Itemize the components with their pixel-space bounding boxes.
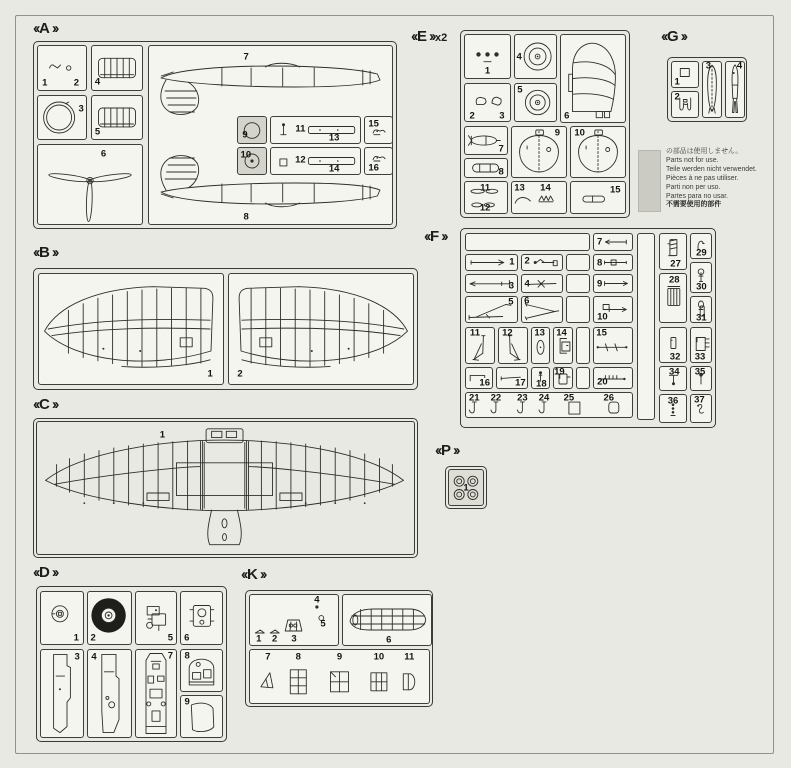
part-drawing-sqstrip bbox=[271, 148, 360, 174]
part-cell-F-13 bbox=[566, 296, 590, 323]
part-cell-E-5 bbox=[514, 83, 557, 122]
part-number-F-1: 1 bbox=[509, 256, 515, 268]
section-label-E bbox=[411, 28, 447, 47]
part-cell-E-4 bbox=[464, 83, 511, 122]
part-cell-F-7 bbox=[465, 274, 518, 293]
part-number-E-8: 8 bbox=[498, 166, 504, 178]
part-number-A-5: 5 bbox=[94, 126, 101, 138]
bracket-left: ‹‹ bbox=[33, 244, 38, 261]
part-cell-D-8 bbox=[180, 649, 223, 692]
part-number-K-8: 8 bbox=[295, 651, 301, 663]
part-number-A-3: 3 bbox=[78, 103, 84, 115]
section-letter: B bbox=[39, 244, 50, 261]
part-number-F-7: 7 bbox=[597, 236, 603, 248]
part-cell-F-1 bbox=[465, 233, 590, 251]
section-letter: C bbox=[39, 396, 50, 413]
bracket-left: ‹‹ bbox=[424, 228, 429, 245]
part-number-F-13: 13 bbox=[534, 327, 545, 339]
part-cell-F-10 bbox=[593, 274, 633, 293]
part-cell-F-15 bbox=[465, 327, 495, 364]
part-number-G-3: 3 bbox=[705, 60, 712, 72]
notice-line-fr: Pièces à ne pas utiliser. bbox=[666, 174, 739, 182]
section-multiplier: x2 bbox=[435, 32, 448, 44]
part-number-E-7: 7 bbox=[498, 143, 504, 155]
part-number-A-12: 12 bbox=[295, 154, 306, 166]
bracket-left: ‹‹ bbox=[33, 564, 38, 581]
part-cell-F-23 bbox=[531, 367, 550, 389]
part-number-D-8: 8 bbox=[184, 650, 190, 662]
part-number-F-34: 34 bbox=[669, 366, 680, 378]
part-number-A-1: 1 bbox=[42, 77, 48, 89]
part-drawing-prop3 bbox=[38, 145, 142, 224]
section-letter: E bbox=[417, 28, 428, 45]
part-number-A-13: 13 bbox=[328, 132, 340, 144]
section-label-B bbox=[33, 244, 57, 262]
section-letter: P bbox=[441, 442, 452, 459]
part-cell-E-8 bbox=[511, 126, 567, 178]
part-cell-F-2 bbox=[593, 233, 633, 251]
part-cell-D-7 bbox=[135, 649, 177, 738]
part-number-E-14: 14 bbox=[540, 182, 551, 194]
section-letter: D bbox=[39, 564, 50, 581]
part-cell-E-9 bbox=[570, 126, 626, 178]
part-cell-F-18 bbox=[553, 327, 573, 364]
part-number-A-15: 15 bbox=[368, 118, 379, 130]
part-number-A-10: 10 bbox=[240, 149, 252, 160]
part-cell-F-34 bbox=[690, 233, 712, 259]
part-cell-A-1 bbox=[37, 45, 87, 91]
part-cell-D-2 bbox=[87, 591, 132, 645]
part-number-B-1: 1 bbox=[207, 368, 213, 380]
part-number-A-8: 8 bbox=[243, 211, 249, 223]
part-cell-K-1 bbox=[249, 594, 339, 646]
part-number-F-26: 26 bbox=[603, 392, 615, 404]
part-number-F-6: 6 bbox=[524, 295, 530, 307]
part-cell-F-31 bbox=[659, 327, 687, 363]
part-cell-A-8 bbox=[270, 116, 361, 144]
section-label-P bbox=[435, 442, 458, 460]
part-cell-F-29 bbox=[659, 233, 687, 270]
part-number-E-6: 6 bbox=[564, 110, 570, 122]
part-number-A-7: 7 bbox=[243, 51, 249, 63]
part-cell-F-9 bbox=[566, 274, 590, 293]
section-label-G bbox=[661, 28, 686, 46]
part-number-K-11: 11 bbox=[404, 651, 415, 663]
part-drawing-finblock bbox=[561, 35, 625, 122]
part-number-F-14: 14 bbox=[556, 327, 567, 339]
part-cell-A-7 bbox=[237, 116, 267, 144]
part-cell-F-17 bbox=[531, 327, 550, 364]
part-number-F-15: 15 bbox=[596, 327, 607, 339]
part-number-E-5: 5 bbox=[517, 84, 523, 96]
part-number-E-3: 3 bbox=[499, 110, 505, 122]
bracket-left: ‹‹ bbox=[33, 396, 38, 413]
part-number-A-11: 11 bbox=[295, 123, 306, 135]
part-cell-C-1 bbox=[40, 425, 411, 553]
part-number-F-18: 18 bbox=[536, 378, 547, 390]
part-cell-G-4 bbox=[725, 61, 745, 118]
bracket-right: ›› bbox=[51, 20, 57, 37]
part-number-F-20: 20 bbox=[597, 376, 608, 388]
part-cell-A-11 bbox=[270, 147, 361, 175]
part-cell-A-3 bbox=[37, 95, 87, 140]
part-number-K-1: 1 bbox=[256, 633, 262, 645]
part-number-G-4: 4 bbox=[736, 60, 743, 72]
part-cell-F-28 bbox=[637, 233, 655, 420]
part-number-E-13: 13 bbox=[514, 182, 525, 194]
part-number-K-6: 6 bbox=[386, 634, 392, 646]
part-number-F-36: 36 bbox=[667, 395, 679, 407]
part-cell-F-3 bbox=[465, 254, 518, 271]
part-cell-B-1 bbox=[38, 273, 224, 385]
part-cell-A-2 bbox=[91, 45, 143, 91]
part-number-E-12: 12 bbox=[479, 202, 491, 214]
bracket-right: ›› bbox=[429, 28, 435, 45]
notice-line-de: Teile werden nicht verwendet. bbox=[666, 165, 757, 173]
part-cell-D-5 bbox=[40, 649, 84, 738]
part-number-F-35: 35 bbox=[694, 366, 706, 378]
part-number-F-2: 2 bbox=[524, 255, 530, 267]
part-number-A-2: 2 bbox=[73, 77, 80, 89]
section-label-C bbox=[33, 396, 57, 414]
part-number-F-17: 17 bbox=[515, 377, 526, 389]
part-cell-D-1 bbox=[40, 591, 84, 645]
part-number-F-8: 8 bbox=[597, 257, 603, 268]
part-number-F-12: 12 bbox=[502, 327, 513, 339]
part-cell-F-36 bbox=[690, 296, 712, 323]
part-number-K-3: 3 bbox=[291, 633, 297, 645]
part-cell-B-2 bbox=[228, 273, 414, 385]
part-cell-F-32 bbox=[659, 366, 687, 391]
part-number-K-4: 4 bbox=[314, 594, 320, 606]
bracket-right: ›› bbox=[51, 244, 57, 261]
part-number-K-5: 5 bbox=[320, 618, 326, 630]
part-cell-A-12 bbox=[364, 147, 393, 175]
part-cell-F-22 bbox=[496, 367, 528, 389]
part-cell-F-20 bbox=[593, 327, 633, 364]
part-cell-D-3 bbox=[135, 591, 177, 645]
part-number-F-5: 5 bbox=[508, 296, 514, 308]
part-cell-F-21 bbox=[465, 367, 493, 389]
part-number-F-37: 37 bbox=[694, 394, 705, 406]
part-cell-F-35 bbox=[690, 262, 712, 293]
part-cell-K-3 bbox=[249, 649, 430, 704]
part-number-F-30: 30 bbox=[696, 281, 707, 293]
part-drawing-wingR bbox=[229, 274, 413, 384]
part-cell-F-19 bbox=[576, 327, 590, 364]
part-number-F-27: 27 bbox=[670, 258, 681, 270]
part-number-D-1: 1 bbox=[73, 632, 79, 644]
part-cell-F-24 bbox=[553, 367, 573, 389]
part-number-D-7: 7 bbox=[167, 650, 174, 662]
part-number-F-22: 22 bbox=[490, 392, 502, 404]
notice-line-it: Parti non per uso. bbox=[666, 183, 721, 191]
part-cell-G-2 bbox=[671, 91, 699, 118]
part-cell-F-26 bbox=[593, 367, 633, 389]
part-cell-D-6 bbox=[87, 649, 132, 738]
part-drawing-wingplan bbox=[40, 425, 409, 551]
part-number-F-9: 9 bbox=[597, 278, 603, 289]
part-cell-E-11 bbox=[511, 181, 567, 214]
part-number-E-10: 10 bbox=[574, 127, 585, 139]
part-number-F-3: 3 bbox=[508, 280, 515, 292]
part-cell-G-3 bbox=[702, 61, 722, 118]
part-number-E-1: 1 bbox=[484, 65, 491, 77]
part-number-F-25: 25 bbox=[563, 392, 575, 404]
part-number-D-5: 5 bbox=[167, 632, 174, 644]
section-label-K bbox=[241, 566, 265, 584]
part-number-D-9: 9 bbox=[184, 696, 190, 708]
part-cell-F-38 bbox=[690, 366, 712, 391]
notice-line-jp: の部品は使用しません。 bbox=[666, 148, 743, 155]
part-cell-P-1 bbox=[448, 469, 484, 506]
part-cell-E-6 bbox=[464, 126, 508, 155]
part-cell-F-33 bbox=[659, 394, 687, 423]
part-number-D-6: 6 bbox=[184, 632, 190, 644]
part-cell-F-14 bbox=[593, 296, 633, 323]
bracket-right: ›› bbox=[441, 228, 447, 245]
part-cell-F-30 bbox=[659, 273, 687, 323]
part-drawing-sidewall bbox=[41, 650, 83, 737]
part-number-E-15: 15 bbox=[609, 184, 621, 196]
bracket-left: ‹‹ bbox=[33, 20, 38, 37]
part-number-F-4: 4 bbox=[524, 278, 530, 290]
part-number-C-1: 1 bbox=[159, 429, 166, 441]
part-cell-F-27 bbox=[465, 392, 633, 418]
part-number-K-7: 7 bbox=[265, 651, 271, 663]
part-number-G-1: 1 bbox=[674, 76, 680, 88]
part-number-G-2: 2 bbox=[674, 91, 680, 102]
part-cell-A-9 bbox=[364, 116, 393, 144]
bracket-right: ›› bbox=[453, 442, 459, 459]
part-cell-G-1 bbox=[671, 61, 699, 88]
part-number-F-23: 23 bbox=[517, 392, 528, 404]
section-label-F bbox=[424, 228, 446, 246]
part-cell-F-12 bbox=[521, 296, 563, 323]
bracket-right: ›› bbox=[259, 566, 265, 583]
bracket-left: ‹‹ bbox=[411, 28, 416, 45]
notice-line-zh: 不需要使用的部件 bbox=[666, 201, 722, 209]
notice-line-es: Partes para no usar. bbox=[666, 192, 729, 200]
part-number-F-31: 31 bbox=[696, 312, 707, 324]
part-cell-F-8 bbox=[521, 274, 563, 293]
unused-parts-notice-text bbox=[666, 148, 757, 210]
part-number-D-3: 3 bbox=[74, 651, 80, 663]
part-cell-E-2 bbox=[514, 34, 557, 79]
section-letter: K bbox=[247, 566, 258, 583]
part-number-K-9: 9 bbox=[336, 651, 343, 663]
part-cell-A-10 bbox=[237, 147, 267, 175]
part-number-F-19: 19 bbox=[554, 366, 565, 378]
part-number-F-33: 33 bbox=[694, 351, 706, 363]
part-cell-E-12 bbox=[570, 181, 626, 214]
part-cell-F-16 bbox=[498, 327, 528, 364]
part-cell-E-3 bbox=[560, 34, 626, 123]
part-number-F-21: 21 bbox=[469, 392, 480, 404]
part-number-A-9: 9 bbox=[242, 129, 248, 141]
part-number-E-11: 11 bbox=[480, 182, 491, 194]
part-drawing-pinstrip bbox=[271, 117, 360, 143]
part-drawing-sidewall2 bbox=[88, 650, 131, 737]
part-number-A-14: 14 bbox=[328, 163, 340, 175]
part-number-E-4: 4 bbox=[516, 51, 522, 63]
bracket-right: ›› bbox=[51, 564, 57, 581]
part-cell-F-25 bbox=[576, 367, 590, 389]
part-number-A-16: 16 bbox=[368, 162, 379, 174]
part-number-K-2: 2 bbox=[271, 633, 278, 645]
part-cell-E-10 bbox=[464, 181, 508, 214]
part-cell-F-37 bbox=[690, 327, 712, 363]
part-number-B-2: 2 bbox=[237, 368, 243, 380]
bracket-left: ‹‹ bbox=[661, 28, 666, 45]
part-number-F-10: 10 bbox=[597, 311, 608, 322]
part-number-F-24: 24 bbox=[538, 392, 550, 404]
part-cell-K-2 bbox=[342, 594, 432, 646]
part-drawing-wingL bbox=[39, 274, 223, 384]
part-cell-D-9 bbox=[180, 695, 223, 738]
part-number-A-4: 4 bbox=[94, 76, 101, 88]
bracket-right: ›› bbox=[51, 396, 57, 413]
part-number-E-2: 2 bbox=[469, 110, 475, 122]
notice-line-en: Parts not for use. bbox=[666, 156, 719, 164]
section-letter: A bbox=[39, 20, 50, 37]
part-number-K-10: 10 bbox=[373, 651, 385, 663]
part-cell-F-39 bbox=[690, 394, 712, 423]
part-number-A-6: 6 bbox=[100, 148, 107, 160]
part-cell-F-6 bbox=[593, 254, 633, 271]
part-cell-F-5 bbox=[566, 254, 590, 271]
section-letter: F bbox=[430, 228, 440, 245]
part-cell-E-7 bbox=[464, 158, 508, 178]
bracket-left: ‹‹ bbox=[435, 442, 440, 459]
part-cell-A-4 bbox=[91, 95, 143, 140]
part-cell-E-1 bbox=[464, 34, 511, 79]
part-cell-F-4 bbox=[521, 254, 563, 271]
bracket-left: ‹‹ bbox=[241, 566, 246, 583]
part-cell-D-4 bbox=[180, 591, 223, 645]
part-number-F-11: 11 bbox=[469, 327, 480, 339]
part-number-E-9: 9 bbox=[554, 127, 561, 139]
part-cell-A-5 bbox=[37, 144, 143, 225]
part-number-F-16: 16 bbox=[479, 377, 491, 389]
section-label-D bbox=[33, 564, 57, 582]
part-number-D-4: 4 bbox=[91, 651, 97, 663]
part-number-F-28: 28 bbox=[669, 274, 680, 286]
section-letter: G bbox=[667, 28, 679, 45]
part-number-D-2: 2 bbox=[90, 632, 96, 644]
bracket-right: ›› bbox=[680, 28, 686, 45]
section-label-A bbox=[33, 20, 57, 38]
part-number-F-32: 32 bbox=[669, 351, 681, 363]
unused-parts-shade-swatch bbox=[638, 150, 661, 212]
part-drawing-floorassy bbox=[136, 650, 176, 737]
part-cell-F-11 bbox=[465, 296, 518, 323]
part-number-P-1: 1 bbox=[463, 482, 469, 494]
part-number-F-29: 29 bbox=[696, 247, 707, 259]
